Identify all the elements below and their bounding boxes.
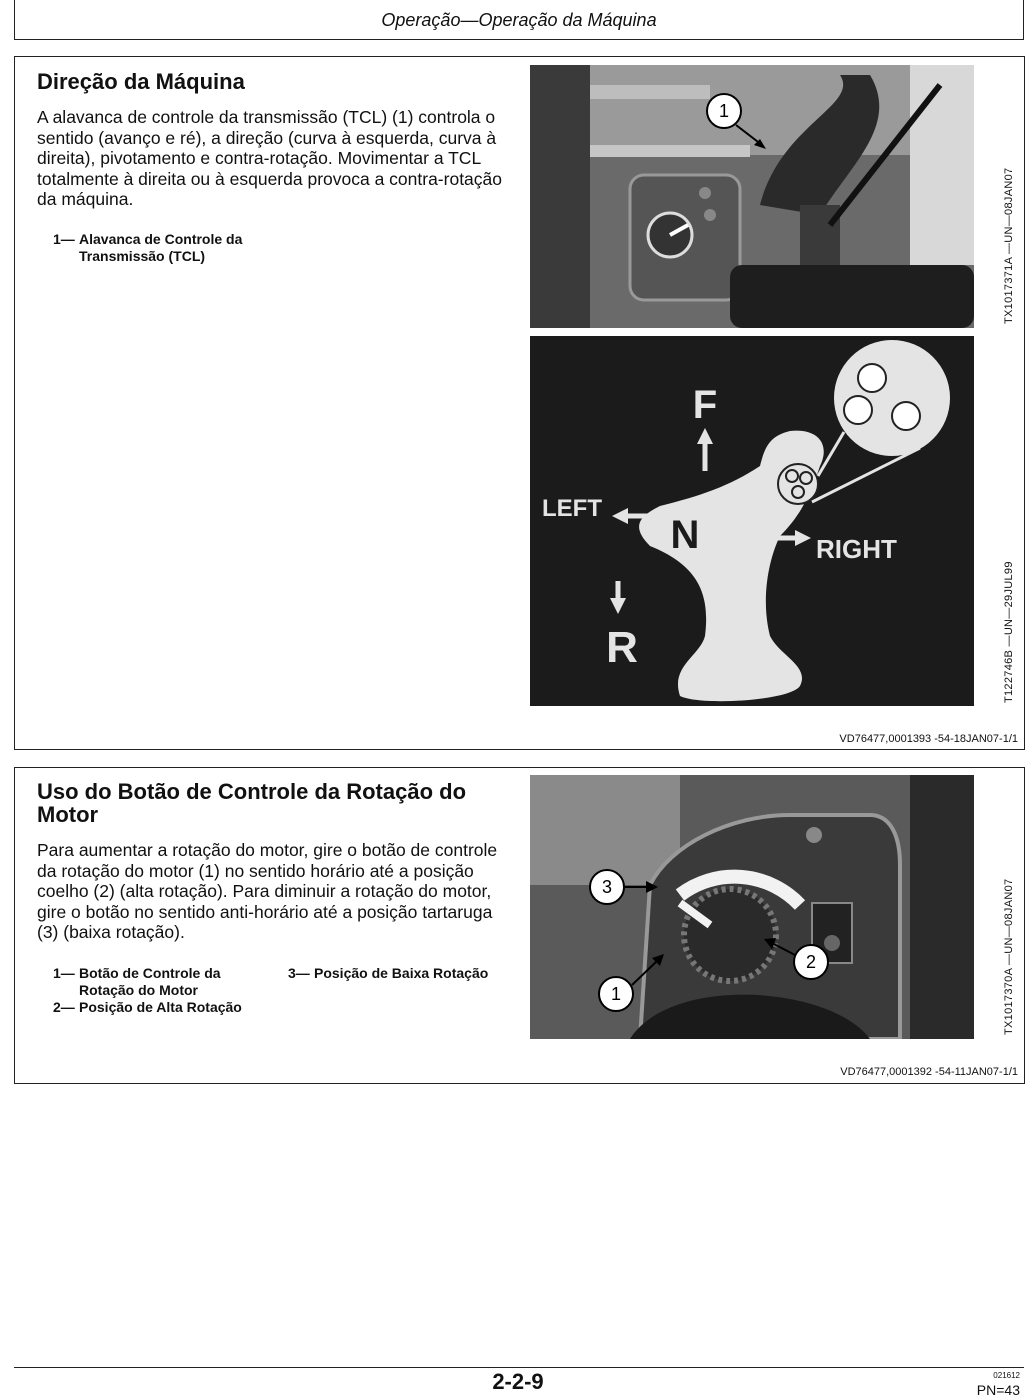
legend-text: Alavanca de Controle da bbox=[79, 231, 243, 247]
direction-decal-illustration bbox=[530, 336, 974, 706]
tcl-lever-photo bbox=[530, 65, 974, 328]
document-reference: VD76477,0001392 -54-11JAN07-1/1 bbox=[840, 1066, 1018, 1078]
section-title-line1: Uso do Botão de Controle da Rotação do bbox=[37, 779, 467, 804]
image-code: T122746B —UN—29JUL99 bbox=[1003, 561, 1015, 703]
section-body: A alavanca de controle da transmissão (TCL) (1) controla o sentido (avanço e ré), a direção (curva à esquerda, curva à direita), pivotamento e contra-rotação. Movimentar a TCL totalmente à direita ou à esquerda provoca a contra-rotação da máquina. bbox=[37, 107, 503, 209]
header-title: Operação—Operação da Máquina bbox=[381, 10, 657, 30]
tcl-lever-illustration bbox=[530, 65, 974, 328]
page-header bbox=[14, 0, 1024, 40]
legend-number: 1— bbox=[53, 965, 75, 981]
image-code: TX1017370A —UN—08JAN07 bbox=[1003, 878, 1015, 1035]
legend-item-2 bbox=[53, 999, 242, 1016]
image-code: TX1017371A —UN—08JAN07 bbox=[1003, 167, 1015, 324]
label-neutral: N bbox=[670, 513, 700, 557]
label-right: RIGHT bbox=[816, 534, 897, 564]
section-title-line2: Motor bbox=[37, 802, 99, 827]
label-forward: F bbox=[692, 383, 718, 427]
section-machine-steering bbox=[14, 56, 1025, 750]
legend-number: 1— bbox=[53, 231, 75, 247]
date-code: 021612 bbox=[993, 1371, 1020, 1380]
section-body: Para aumentar a rotação do motor, gire o botão de controle da rotação do motor (1) no sentido horário até a posição coelho (2) (alta rotação). Para diminuir a rotação do motor, gire o botão no sentido anti-horário até a posição tartaruga (3) (baixa rotação). bbox=[37, 840, 498, 942]
legend bbox=[53, 231, 242, 265]
legend-text-cont: Transmissão (TCL) bbox=[79, 248, 206, 264]
section-title bbox=[37, 780, 466, 826]
footer-divider bbox=[14, 1367, 1024, 1368]
callout-1: 1 bbox=[610, 984, 622, 1004]
section-engine-speed-control bbox=[14, 767, 1025, 1084]
page-counter: PN=43 bbox=[976, 1382, 1020, 1398]
callout-1: 1 bbox=[718, 101, 730, 121]
legend-text: Botão de Controle da bbox=[79, 965, 221, 981]
legend-item-1 bbox=[53, 965, 221, 999]
document-reference: VD76477,0001393 -54-18JAN07-1/1 bbox=[839, 733, 1018, 745]
legend-number: 2— bbox=[53, 999, 75, 1015]
callout-2: 2 bbox=[805, 952, 817, 972]
direction-decal-photo bbox=[530, 336, 974, 706]
speed-knob-photo bbox=[530, 775, 974, 1039]
callout-3: 3 bbox=[601, 877, 613, 897]
legend-text: Posição de Alta Rotação bbox=[79, 999, 242, 1015]
page-number: 2-2-9 bbox=[492, 1369, 544, 1394]
speed-knob-illustration bbox=[530, 775, 974, 1039]
legend-text: Posição de Baixa Rotação bbox=[314, 965, 489, 981]
legend-text-cont: Rotação do Motor bbox=[79, 982, 198, 998]
label-reverse: R bbox=[606, 623, 638, 672]
label-left: LEFT bbox=[542, 495, 602, 522]
section-title: Direção da Máquina bbox=[37, 69, 245, 94]
legend-number: 3— bbox=[288, 965, 310, 981]
legend-item-3 bbox=[288, 965, 488, 982]
